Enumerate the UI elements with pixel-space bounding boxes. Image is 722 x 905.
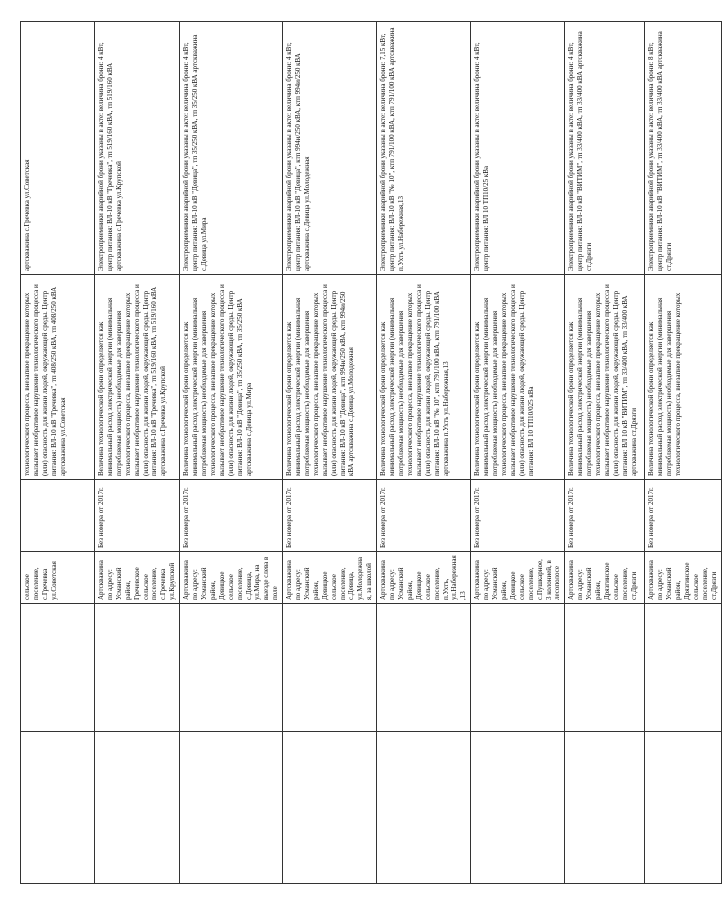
empty-cell [645,732,721,884]
description-cell [565,275,645,480]
conclusion-cell [471,22,565,275]
object-cell [180,552,283,604]
conclusion-text: Электроприемники аварийной брони указаны в акте: величина брони: 8 кВт, центр питания: ВЛ-10 кВ "ВИТИМ", тп 33/400 кВА, тп 33/400 кВА артскважина ст.Дрязги [647,31,674,271]
document-table [20,21,722,884]
empty-cell [471,604,565,732]
description-cell [21,275,95,480]
description-cell [471,275,565,480]
number-date-cell [377,480,471,552]
conclusion-text: Электроприемники аварийной брони указаны в акте: величина брони: 4 кВт, центр питания: ВЛ 10 ТП10/25 кВа [473,42,491,271]
description-text: технологического процесса, внезапное прекращение которых вызывает необратимое нарушение технологического процесса и (или) опасность для жизни людей, окружающей среды. Центр питания: ВЛ-10 кВ "Гречевка", тп 408/250 кВА, тп 408/250 кВА артскважина ул.Советская [23,284,67,476]
description-text: Величина технологической брони определяется как минимальный расход электрической энергии (минимальная потребляемая мощность) необходимые для завершения технологического процесса, внезапное прекращение которых [647,292,683,476]
object-cell [565,552,645,604]
empty-cell [180,732,283,884]
number-date-cell [565,480,645,552]
conclusion-text: Электроприемники аварийной брони указаны в акте: величина брони: 4 кВт, центр питания: ВЛ-10 кВ "Девица", тп 35/250 кВА, тп 35/250 кВА артскважина с.Девица ул.Мира [182,34,208,271]
empty-cell [565,604,645,732]
conclusion-cell [180,22,283,275]
description-cell [180,275,283,480]
description-text: Величина технологической брони определяется как минимальный расход электрической энергии (минимальная потребляемая мощность) необходимые для завершения технологического процесса, внезапное прекращение которых вызывает необратимое нарушение технологического процесса и (или) опасность для жизни людей, окружающей среды. Центр питания: ВЛ 10 ТП10/025 кВа [473,284,535,476]
number-date-cell [645,480,721,552]
description-cell [283,275,377,480]
conclusion-text: артскважина с.Гречевка ул.Советская [23,159,31,271]
conclusion-cell [95,22,180,275]
conclusion-cell [21,22,95,275]
number-date-cell [471,480,565,552]
description-cell [377,275,471,480]
empty-cell [95,604,180,732]
number-date-text: Без номера от 2017г. [379,487,388,548]
object-text: Артскважина по адресу: Усманский район, Девицкое сельское поселение, п.Ухтъ, ул.Набережная,13 [379,555,468,600]
empty-cell [283,604,377,732]
table-row [180,22,283,884]
object-text: Артскважина по адресу: Усманский район, Девицкое сельское поселение, с.Пушкарное, 3 колонией, в лесополосе [473,559,562,600]
conclusion-text: Электроприемники аварийной брони указаны в акте: величина брони: 4 кВт, центр питания: ВЛ-10 кВ "Гречевка", тп 519/160 кВА, тп 519/160 кВА артскважина с.Гречевка ул.Крупской [97,42,123,271]
empty-cell [21,732,95,884]
empty-cell [645,604,721,732]
empty-cell [21,604,95,732]
empty-cell [377,732,471,884]
object-text: Артскважина по адресу: Усманский район, Девицкое сельское поселение, с.Девица, ул.Мира, на выезде слева в поле [182,556,280,600]
empty-cell [95,732,180,884]
table-row [283,22,377,884]
description-text: Величина технологической брони определяется как минимальный расход электрической энергии (минимальная потребляемая мощность) необходимые для завершения технологического процесса, внезапное прекращение которых вызывает необратимое нарушение технологического процесса и (или) опасность для жизни людей, окружающей среды. Центр питания: ВЛ-10 кВ "Гречевка", тп 519/160 кВА, тп 519/160 кВА артскважина с.Гречевка ул.Крупской [97,284,168,476]
description-text: Величина технологической брони определяется как минимальный расход электрической энергии (минимальная потребляемая мощность) необходимые для завершения технологического процесса, внезапное прекращение которых вызывает необратимое нарушение технологического процесса и (или) опасность для жизни людей, окружающей среды. Центр питания: ВЛ-10 кВ "Девица", тп 35/250 кВА, тп 35/250 кВА артскважина с.Девица ул.Мира [182,284,253,476]
table-row [377,22,471,884]
empty-cell [180,604,283,732]
number-date-cell [95,480,180,552]
number-date-text: Без номера от 2017г. [473,487,482,548]
number-date-text: Без номера от 2017г. [182,487,191,548]
description-text: Величина технологической брони определяется как минимальный расход электрической энергии (минимальная потребляемая мощность) необходимые для завершения технологического процесса, внезапное прекращение которых вызывает необратимое нарушение технологического процесса и (или) опасность для жизни людей, окружающей среды. Центр питания: ВЛ-10 кВ "№ 10", ктп 791/100 кВА, ктп 791/100 кВА артскважина п.Ухтъ ул.Набережная,13 [379,284,450,476]
conclusion-text: Электроприемники аварийной брони указаны в акте: величина брони: 4 кВт, центр питания: ВЛ-10 кВ "Девица", ктп 994и/250 кВА, ктп 994и/250 кВА артскважина с.Девица ул.Молодежная [285,42,311,271]
object-cell [377,552,471,604]
empty-cell [377,604,471,732]
description-text: Величина технологической брони определяется как минимальный расход электрической энергии (минимальная потребляемая мощность) необходимые для завершения технологического процесса, внезапное прекращение которых вызывает необратимое нарушение технологического процесса и (или) опасность для жизни людей, окружающей среды. Центр питания: ВЛ 10 кВ "ВИТИМ", тп 33/400 кВА, тп 33/400 кВА артскважина ст.Дрязги [567,284,638,476]
table-row [95,22,180,884]
number-date-text: Без номера от 2017г. [97,487,105,548]
object-cell [283,552,377,604]
conclusion-cell [645,22,721,275]
conclusion-text: Электроприемники аварийной брони указаны в акте: величина брони: 4 кВт, центр питания: ВЛ-10 кВ "ВИТИМ", тп 33/400 кВА, тп 33/400 кВА артскважина ст.Дрязги [567,31,594,271]
table-row [565,22,645,884]
number-date-cell [283,480,377,552]
table-body [21,22,722,884]
conclusion-text: Электроприемники аварийной брони указаны в акте: величина брони: 7,15 кВт, центр питания: ВЛ-10 кВ "№ 10", ктп 791/100 кВА, ктп 791/100 кВА артскважина п.Ухтъ ул.Набережная,13 [379,27,405,271]
number-date-text: Без номера от 2017г. [647,487,656,548]
number-date-text: Без номера от 2017г. [567,487,576,548]
number-date-cell [21,480,95,552]
number-date-cell [180,480,283,552]
conclusion-cell [565,22,645,275]
object-text: Артскважина по адресу: Усманский район, Дрязгинское сельское поселение, ст.Дрязги [647,560,718,600]
object-cell [645,552,721,604]
number-date-text: Без номера от 2017г. [285,487,294,548]
empty-cell [565,732,645,884]
object-cell [95,552,180,604]
table-row [471,22,565,884]
object-text: Артскважина по адресу: Усманский район, Гречевское сельское поселение, с.Гречевка ул.Крупской [97,560,177,600]
object-text: Артскважина по адресу: Усманский район, Девицкое сельское поселение, с.Девица, ул.Молодежная, за школой [285,556,374,600]
conclusion-cell [283,22,377,275]
empty-cell [283,732,377,884]
description-text: Величина технологической брони определяется как минимальный расход электрической энергии (минимальная потребляемая мощность) необходимые для завершения технологического процесса, внезапное прекращение которых вызывает необратимое нарушение технологического процесса и (или) опасность для жизни людей, окружающей среды. Центр питания: ВЛ-10 кВ "Девица", ктп 994и/250 кВА, ктп 994и/250 кВА артскважина с.Девица ул.Молодежная [285,284,356,476]
empty-cell [471,732,565,884]
table-row [21,22,95,884]
object-text: сельское поселение, с.Гречевка ул.Советская [23,561,58,600]
object-cell [21,552,95,604]
object-text: Артскважина по адресу: Усманский район, Дрязгинское сельское поселение, ст.Дрязги [567,560,638,600]
description-cell [95,275,180,480]
description-cell [645,275,721,480]
object-cell [471,552,565,604]
table-row [645,22,721,884]
conclusion-cell [377,22,471,275]
